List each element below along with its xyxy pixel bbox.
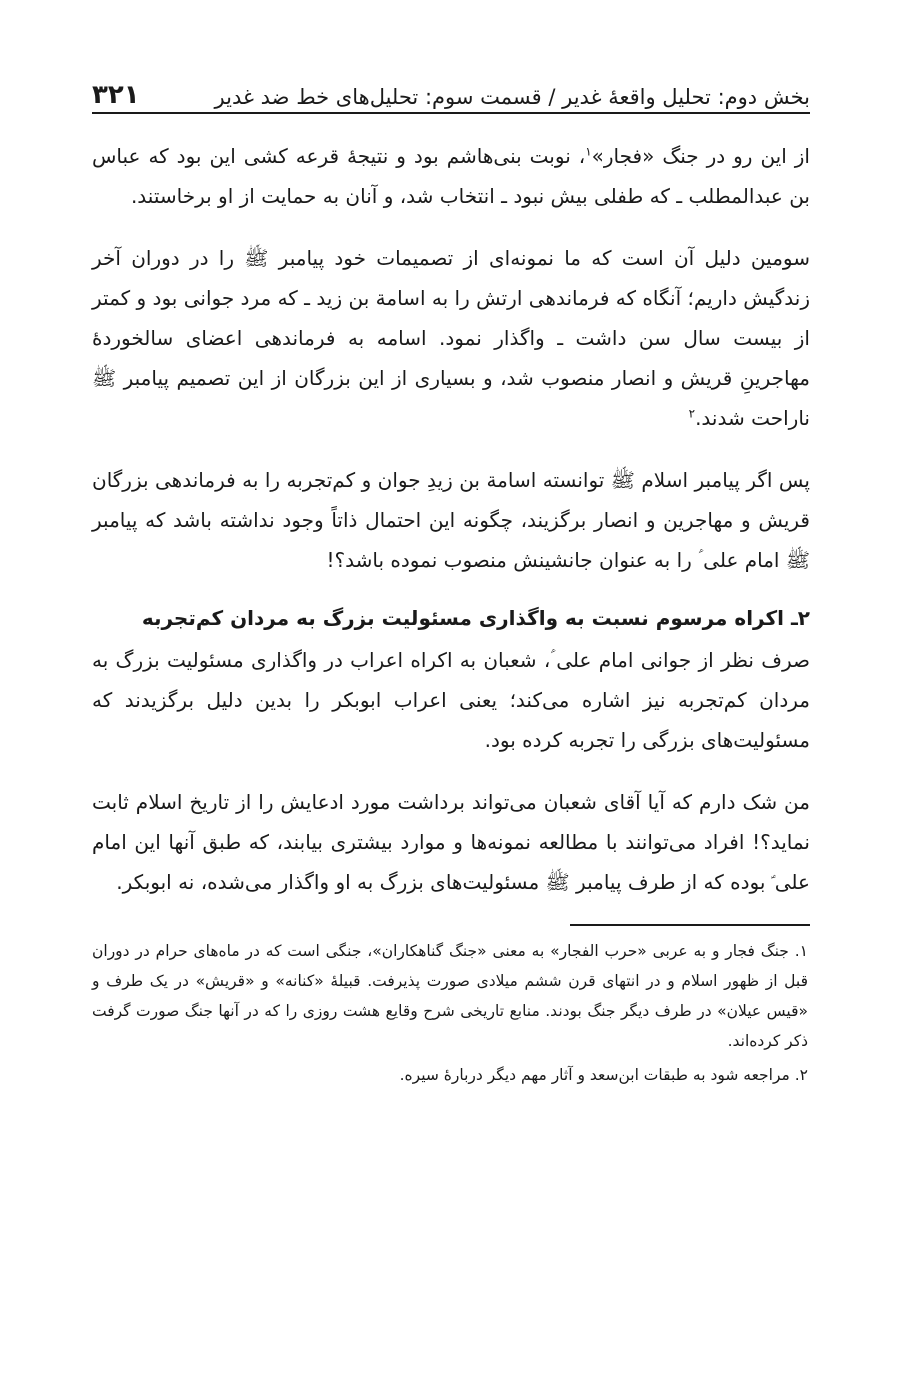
footnote-2: ۲. مراجعه شود به طبقات ابن‌سعد و آثار مهم دیگر دربارهٔ سیره. — [399, 1066, 808, 1084]
book-page — [92, 60, 810, 1094]
footnote-ref-2: ۲ — [688, 406, 696, 421]
paragraph-1 — [92, 136, 810, 216]
body-text — [92, 136, 810, 902]
running-header — [92, 60, 810, 114]
section-heading: ۲ـ اکراه مرسوم نسبت به واگذاری مسئولیت بزرگ به مردان کم‌تجربه — [141, 606, 810, 630]
section-paragraph-1: صرف نظر از جوانی امام علی ؑ، شعبان به اکراه اعراب در واگذاری مسئولیت بزرگ به مردان کم‌تجربه نیز اشاره می‌کند؛ یعنی اعراب ابوبکر را بدین دلیل برگزیدند که مسئولیت‌های بزرگی را تجربه کرده بود. — [92, 648, 810, 752]
paragraph-3: پس اگر پیامبر اسلام ﷺ توانسته اسامة بن زیدِ جوان و کم‌تجربه را به فرماندهی بزرگان قریش و مهاجرین و انصار برگزیند، چگونه این احتمال ذاتاً وجود نداشته باشد که پیامبر ﷺ امام علی ؑ را به عنوان جانشینش منصوب نموده باشد؟! — [92, 468, 810, 572]
footnotes — [92, 936, 808, 1090]
footnote-divider — [570, 924, 810, 926]
section-paragraph-2: من شک دارم که آیا آقای شعبان می‌تواند برداشت مورد ادعایش را از تاریخ اسلام ثابت نماید؟! افراد می‌توانند با مطالعه نمونه‌ها و موارد بیشتری بیابند، که طبق آنها این امام علی ؑ بوده که از طرف پیامبر ﷺ مسئولیت‌های بزرگ به او واگذار می‌شده، نه ابوبکر. — [92, 790, 810, 894]
header-title: بخش دوم: تحلیل واقعهٔ غدیر / قسمت سوم: تحلیل‌های خط ضد غدیر — [214, 85, 810, 109]
paragraph-2 — [92, 238, 810, 438]
paragraph-2-text: سومین دلیل آن است که ما نمونه‌ای از تصمیمات خود پیامبر ﷺ را در دوران آخر زندگیش داریم؛ آنگاه که فرماندهی ارتش را به اسامة بن زید ـ که مرد جوانی بود و کمتر از بیست سال سن داشت ـ واگذار نمود. اسامه به فرماندهی اعضای سالخوردهٔ مهاجرینِ قریش و انصار منصوب شد، و بسیاری از این بزرگان از این تصمیم پیامبر ﷺ ناراحت شدند. — [92, 246, 810, 430]
paragraph-1-text-a: از این رو در جنگ «فجار» — [591, 144, 810, 168]
page-number: ۳۲۱ — [92, 80, 140, 110]
footnote-1: ۱. جنگ فجار و به عربی «حرب الفجار» به معنی «جنگ گناهکاران»، جنگی است که در ماه‌های حرام در دوران قبل از ظهور اسلام و در انتهای قرن ششم میلادی صورت پذیرفت. قبیلهٔ «کنانه» و «قریش» در یک طرف و «قیس عیلان» در طرف دیگر جنگ بودند. منابع تاریخی شرح وقایع هشت روزی را که در آنها جنگ صورت گرفت ذکر کرده‌اند. — [92, 942, 808, 1050]
paragraph-1-text-b: ، نوبت بنی‌هاشم بود و نتیجهٔ قرعه کشی این بود که عباس بن عبدالمطلب ـ که طفلی بیش نبود ـ انتخاب شد، و آنان به حمایت از او برخاستند. — [92, 144, 810, 208]
footnote-ref-1: ۱ — [585, 144, 592, 159]
